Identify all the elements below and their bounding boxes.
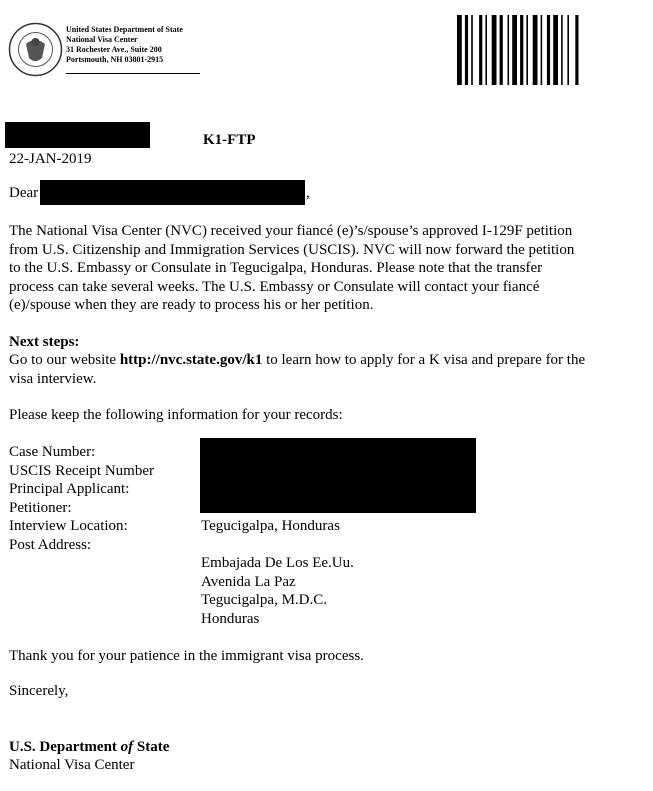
address-line: Tegucigalpa, M.D.C. [201, 592, 328, 608]
barcode-icon [455, 15, 640, 85]
barcode-bar [526, 15, 528, 85]
field-label: Principal Applicant: [9, 481, 130, 497]
letterhead-address2: Portsmouth, NH 03801-2915 [66, 55, 164, 64]
barcode-bar [561, 15, 563, 85]
barcode-bar [471, 15, 473, 85]
keep-info-text: Please keep the following information for your records: [9, 407, 343, 423]
signature-org [9, 738, 169, 756]
redacted-case-details [200, 438, 476, 513]
barcode-bar [485, 15, 487, 85]
address-line: Avenida La Paz [201, 573, 296, 590]
sig-a: U.S. Department [9, 739, 121, 755]
paragraph-line: to the U.S. Embassy or Consulate in Tegucigalpa, Honduras. Please note that the transfer [9, 260, 543, 276]
barcode-bar [465, 15, 468, 85]
letterhead-center: National Visa Center [66, 35, 138, 44]
barcode-bar [520, 15, 523, 85]
barcode-bar [553, 15, 558, 85]
barcode-bar [492, 15, 497, 85]
next-steps-text [9, 351, 585, 369]
next-steps-line2: visa interview. [9, 371, 97, 387]
paragraph-line: (e)/spouse when they are ready to process his or her petition. [9, 297, 374, 313]
field-label: USCIS Receipt Number [9, 462, 154, 479]
comma: , [306, 185, 310, 201]
letter-date: 22-JAN-2019 [9, 151, 92, 167]
field-label: Case Number: [9, 444, 96, 460]
address-line: Honduras [201, 610, 260, 627]
redacted-recipient [40, 180, 305, 205]
address-line: Embajada De Los Ee.Uu. [201, 555, 354, 571]
thanks-text: Thank you for your patience in the immigrant visa process. [9, 648, 364, 664]
next-pre: Go to our website [9, 352, 120, 368]
barcode-bar [457, 15, 462, 85]
barcode-bar [479, 15, 482, 85]
barcode-bar [541, 15, 543, 85]
signature-center: National Visa Center [9, 757, 135, 773]
letterhead-rule [66, 73, 200, 74]
salutation: Dear [9, 185, 39, 201]
department-seal-icon [8, 22, 63, 77]
sig-c: State [133, 739, 170, 755]
next-post: to learn how to apply for a K visa and prepare for the [262, 352, 586, 368]
barcode-bar [567, 15, 569, 85]
redacted-name [5, 122, 150, 148]
interview-location-value: Tegucigalpa, Honduras [201, 518, 340, 534]
paragraph-line: from U.S. Citizenship and Immigration Services (USCIS). NVC will now forward the petition [9, 241, 575, 258]
barcode-bar [547, 15, 550, 85]
paragraph-line: The National Visa Center (NVC) received your fiancé (e)’s/spouse’s approved I-129F petition [9, 223, 573, 239]
field-label: Petitioner: [9, 499, 72, 516]
field-label: Post Address: [9, 536, 92, 553]
barcode-bar [508, 15, 510, 85]
letterhead-org: United States Department of State [66, 25, 183, 34]
next-steps-heading: Next steps: [9, 334, 80, 350]
barcode-bar [500, 15, 503, 85]
barcode-bar [512, 15, 517, 85]
sig-b: of [120, 739, 134, 755]
field-label: Interview Location: [9, 518, 128, 534]
letter-code: K1-FTP [203, 132, 256, 148]
letterhead-address1: 31 Rochester Ave., Suite 200 [66, 45, 162, 54]
barcode-bar [533, 15, 538, 85]
letterhead [66, 25, 183, 65]
barcode-bar [575, 15, 578, 85]
paragraph-line: process can take several weeks. The U.S. Embassy or Consulate will contact your fiancé [9, 278, 540, 295]
closing: Sincerely, [9, 683, 69, 699]
website-link[interactable]: http://nvc.state.gov/k1 [119, 352, 263, 368]
